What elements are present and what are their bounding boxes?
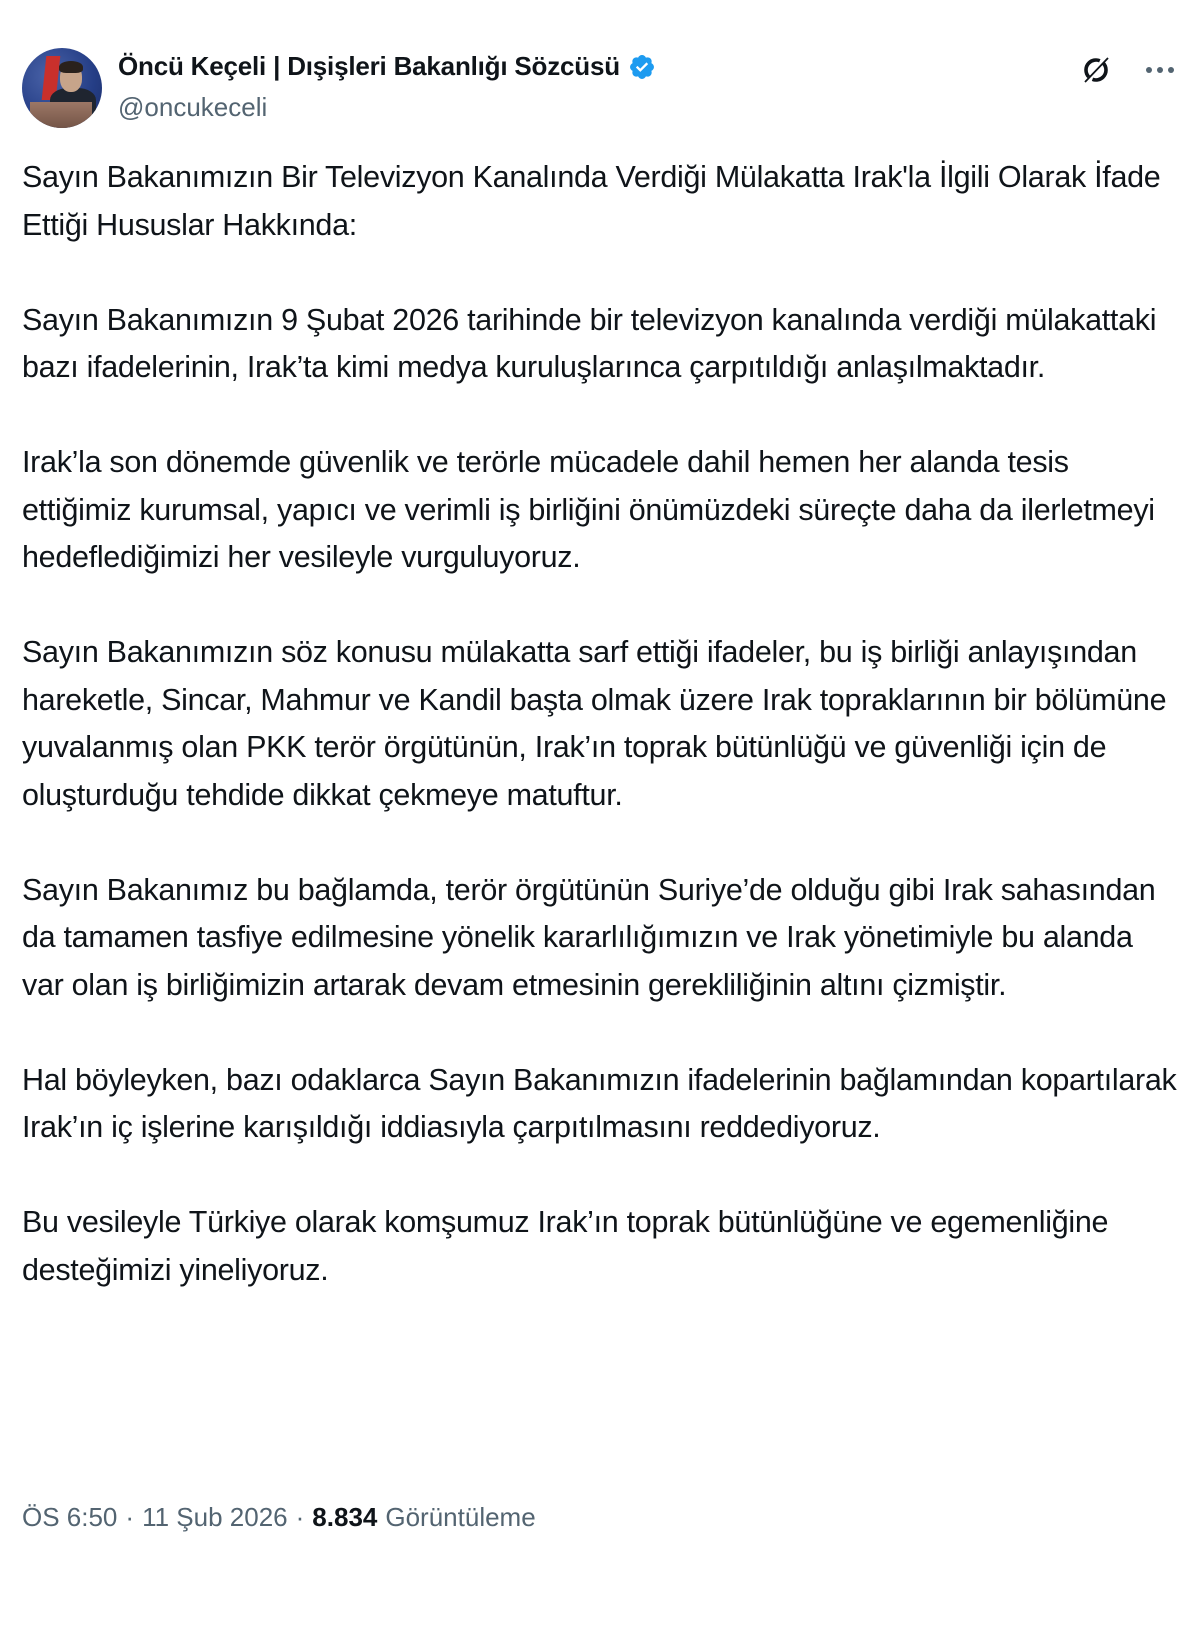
grok-icon [1079,53,1113,87]
author-name-row[interactable] [118,51,656,82]
tweet-paragraph: Hal böyleyken, bazı odaklarca Sayın Bakanımızın ifadelerinin bağlamından kopartılarak Irak’ın iç işlerine karışıldığı iddiasıyla çarpıtılmasını reddediyoruz. [22,1062,1177,1144]
tweet-time[interactable]: ÖS 6:50 [22,1502,118,1532]
tweet-header [22,48,1178,134]
tweet-paragraph: Irak’la son dönemde güvenlik ve terörle mücadele dahil hemen her alanda tesis ettiğimiz kurumsal, yapıcı ve verimli iş birliğini önümüzdeki süreçte daha da ilerletmeyi hedeflediğimizi her vesileyle vurguluyoruz. [22,445,1155,574]
tweet-paragraph: Bu vesileyle Türkiye olarak komşumuz Irak’ın toprak bütünlüğüne ve egemenliğine desteğimizi yineliyoruz. [22,1205,1109,1287]
more-horizontal-icon [1145,65,1175,75]
views-label[interactable]: Görüntüleme [385,1502,536,1532]
avatar[interactable] [22,48,102,128]
meta-separator: · [295,1502,305,1532]
author-display-name[interactable]: Öncü Keçeli | Dışişleri Bakanlığı Sözcüsü [118,51,620,81]
avatar-person-hair [59,61,83,73]
tweet-meta [22,1502,536,1533]
author-handle[interactable]: @oncukeceli [118,92,268,122]
tweet-paragraph: Sayın Bakanımız bu bağlamda, terör örgütünün Suriye’de olduğu gibi Irak sahasından da tamamen tasfiye edilmesine yönelik kararlılığımızın ve Irak yönetimiyle bu alanda var olan iş birliğimizin artarak devam etmesinin gerekliliğinin altını çizmiştir. [22,872,1156,1002]
tweet-text [22,154,1182,1294]
tweet-actions [1078,52,1178,88]
tweet-paragraph-title: Sayın Bakanımızın Bir Televizyon Kanalında Verdiği Mülakatta Irak'la İlgili Olarak İfade Ettiği Hususlar Hakkında: [22,160,1161,242]
tweet-date[interactable]: 11 Şub 2026 [142,1502,288,1532]
tweet-paragraph: Sayın Bakanımızın söz konusu mülakatta sarf ettiği ifadeler, bu iş birliği anlayışından hareketle, Sincar, Mahmur ve Kandil başta olmak üzere Irak topraklarının bir bölümüne yuvalanmış olan PKK terör örgütünün, Irak’ın toprak bütünlüğü ve güvenliği için de oluşturduğu tehdide dikkat çekmeye matuftur. [22,635,1167,812]
grok-button[interactable] [1078,52,1114,88]
meta-separator: · [125,1502,135,1532]
more-options-button[interactable] [1142,52,1178,88]
verified-badge-icon [628,53,656,81]
tweet-paragraph: Sayın Bakanımızın 9 Şubat 2026 tarihinde bir televizyon kanalında verdiği mülakattaki bazı ifadelerinin, Irak’ta kimi medya kuruluşlarınca çarpıtıldığı anlaşılmaktadır. [22,302,1157,384]
views-count[interactable]: 8.834 [312,1502,378,1532]
avatar-podium [30,102,92,128]
